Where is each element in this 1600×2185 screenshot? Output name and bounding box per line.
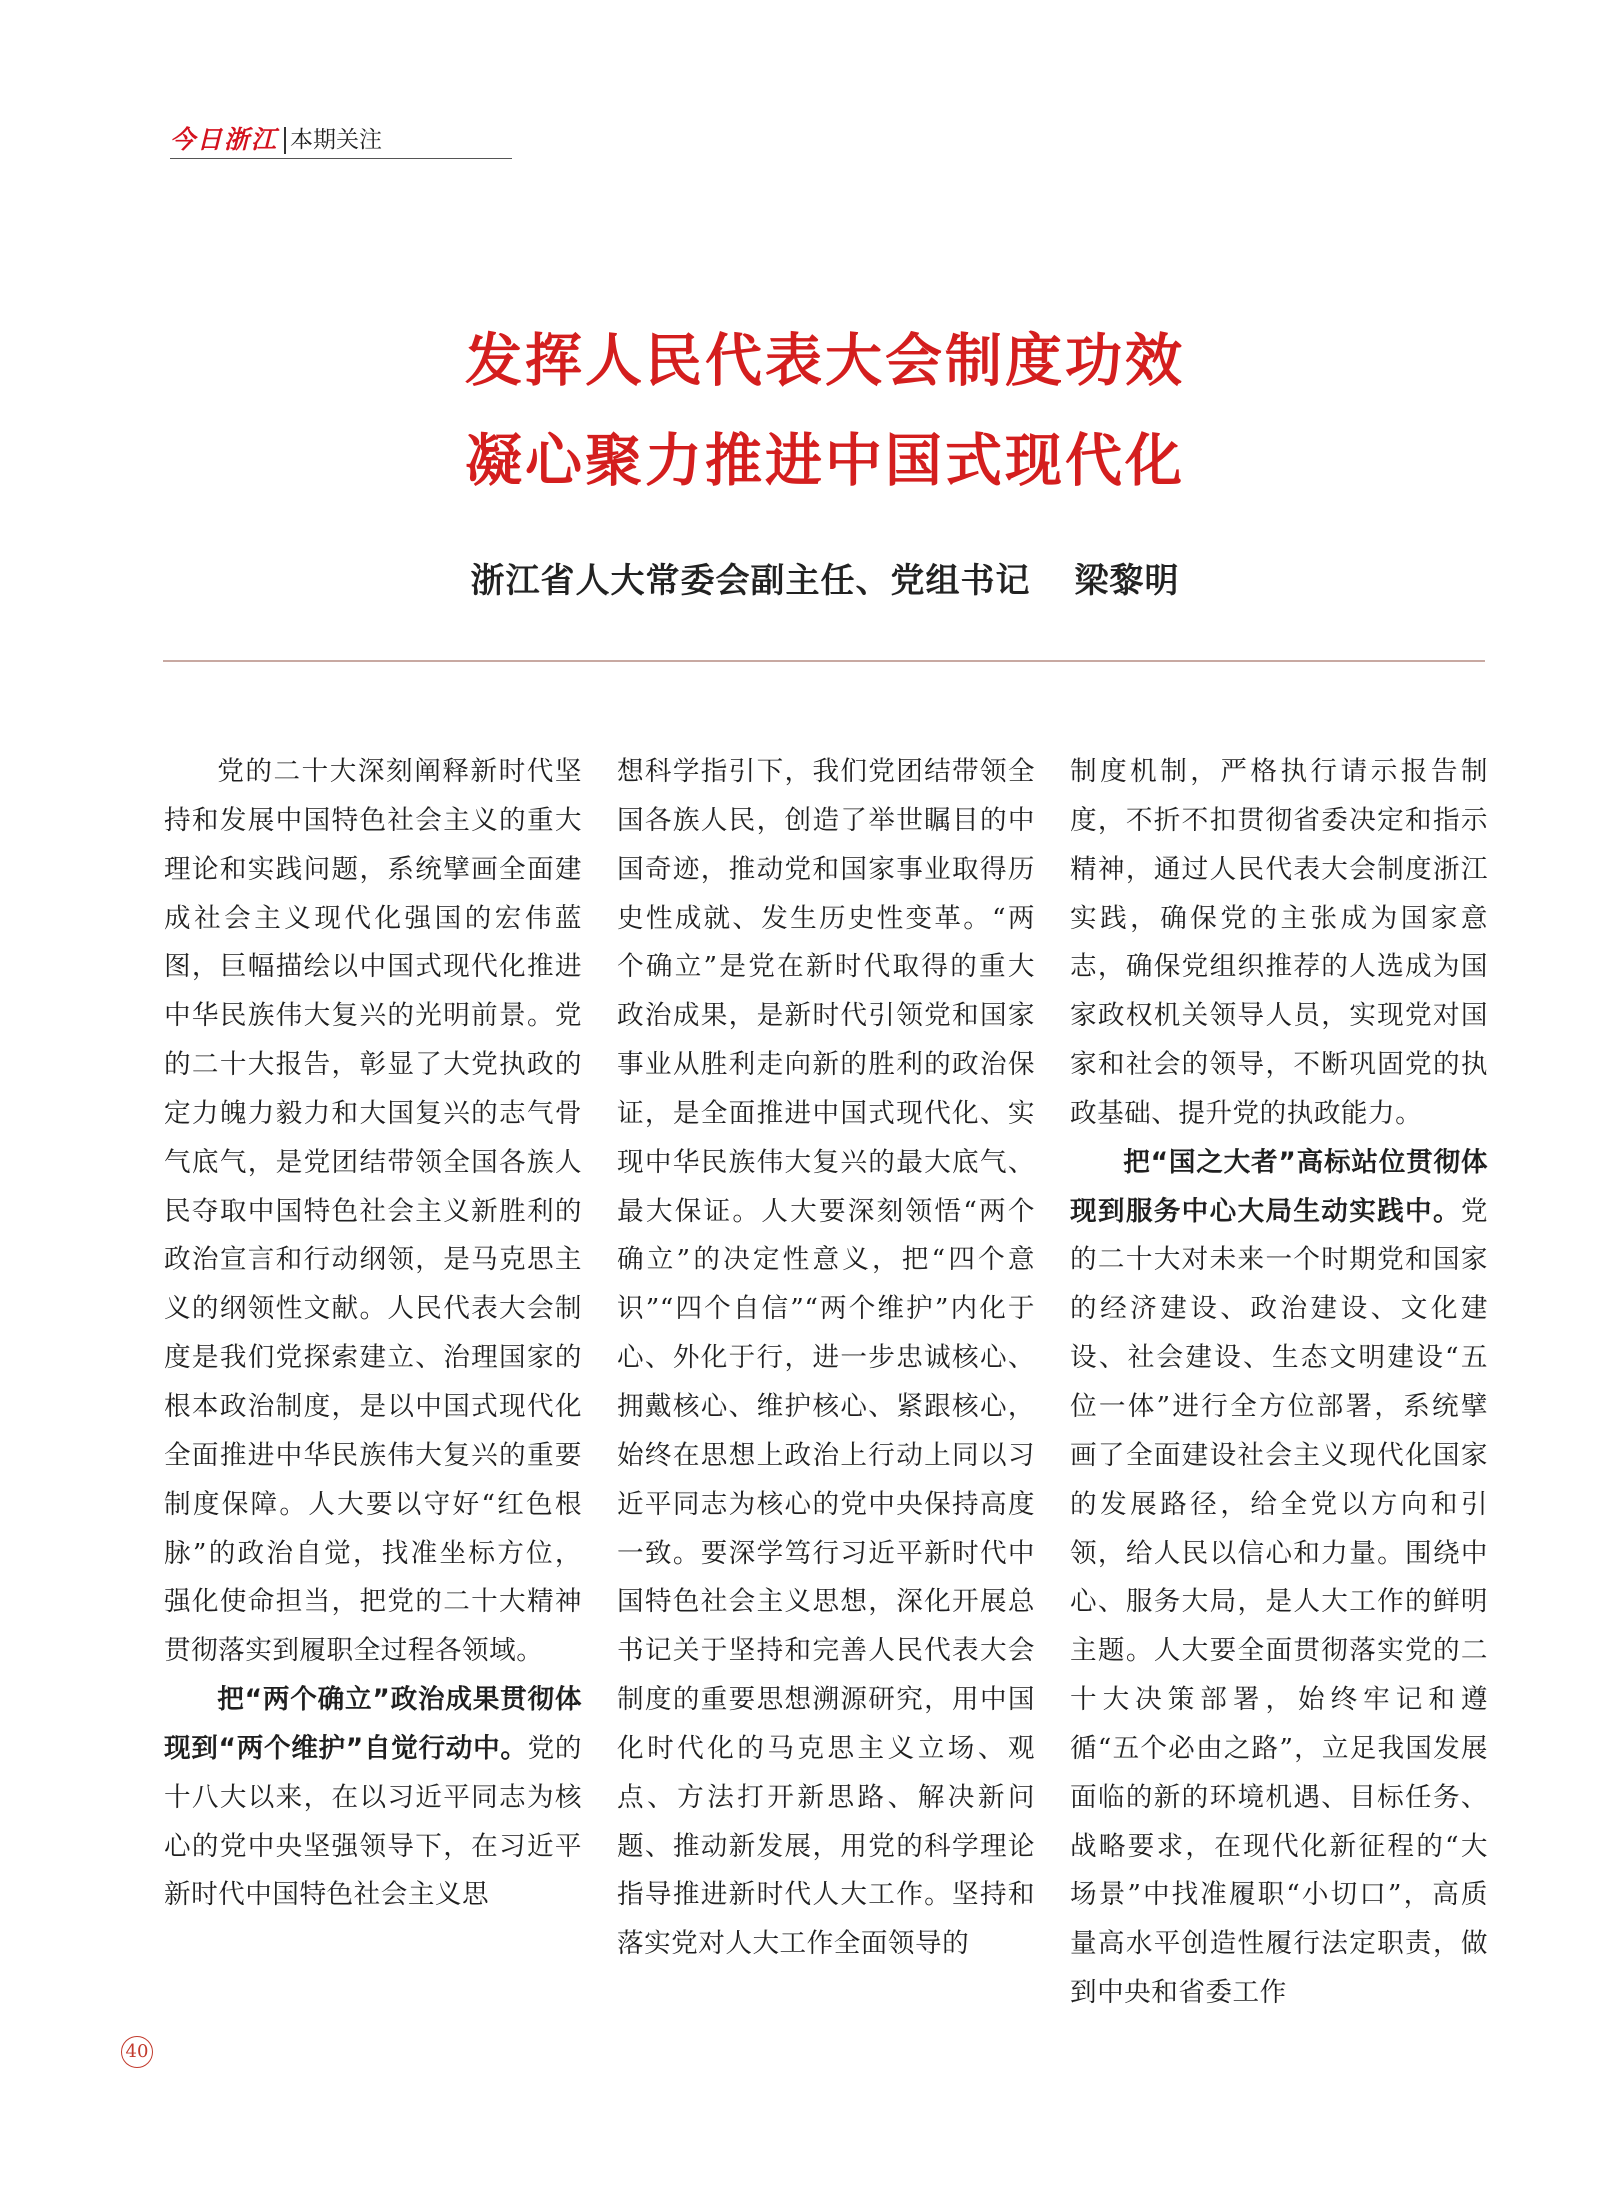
- author-name: 梁黎明: [1074, 561, 1180, 601]
- magazine-logo: 今日浙江: [170, 125, 279, 154]
- subheading: 把“国之大者”高标站位贯彻体现到服务中心大局生动实践中。: [1070, 1146, 1488, 1227]
- title-divider: [163, 660, 1485, 662]
- paragraph: [1070, 1139, 1488, 2018]
- body-column-3: [1070, 748, 1488, 2018]
- body-column-2: [617, 748, 1035, 1969]
- paragraph: 制度机制，严格执行请示报告制度，不折不扣贯彻省委决定和指示精神，通过人民代表大会制度浙江实践，确保党的主张成为国家意志，确保党组织推荐的人选成为国家政权机关领导人员，实现党对国家和社会的领导，不断巩固党的执政基础、提升党的执政能力。: [1070, 756, 1488, 1129]
- page-header: [170, 124, 512, 159]
- page-number: 40: [121, 2036, 153, 2068]
- header-divider: [284, 127, 286, 154]
- section-name: 本期关注: [290, 127, 383, 153]
- paragraph-text: 党的二十大对未来一个时期党和国家的经济建设、政治建设、文化建设、社会建设、生态文明建设“五位一体”进行全方位部署，系统擘画了全面建设社会主义现代化国家的发展路径，给全党以方向和引领，给人民以信心和力量。围绕中心、服务大局，是人大工作的鲜明主题。人大要全面贯彻落实党的二十大决策部署，始终牢记和遵循“五个必由之路”，立足我国发展面临的新的环境机遇、目标任务、战略要求，在现代化新征程的“大场景”中找准履职“小切口”，高质量高水平创造性履行法定职责，做到中央和省委工作: [1070, 1195, 1488, 2009]
- paragraph: 想科学指引下，我们党团结带领全国各族人民，创造了举世瞩目的中国奇迹，推动党和国家事业取得历史性成就、发生历史性变革。“两个确立”是党在新时代取得的重大政治成果，是新时代引领党和国家事业从胜利走向新的胜利的政治保证，是全面推进中国式现代化、实现中华民族伟大复兴的最大底气、最大保证。人大要深刻领悟“两个确立”的决定性意义，把“四个意识”“四个自信”“两个维护”内化于心、外化于行，进一步忠诚核心、拥戴核心、维护核心、紧跟核心，始终在思想上政治上行动上同以习近平同志为核心的党中央保持高度一致。要深学笃行习近平新时代中国特色社会主义思想，深化开展总书记关于坚持和完善人民代表大会制度的重要思想溯源研究，用中国化时代化的马克思主义立场、观点、方法打开新思路、解决新问题、推动新发展，用党的科学理论指导推进新时代人大工作。坚持和落实党对人大工作全面领导的: [617, 756, 1035, 1960]
- article-title-line-1: 发挥人民代表大会制度功效: [465, 328, 1185, 394]
- article-title-line-2: 凝心聚力推进中国式现代化: [465, 428, 1185, 494]
- paragraph-text: 党的十八大以来，在以习近平同志为核心的党中央坚强领导下，在习近平新时代中国特色社会主义思: [164, 1732, 582, 1911]
- body-column-1: [164, 748, 582, 1920]
- author-byline: [0, 556, 1600, 606]
- paragraph: [164, 1676, 582, 1920]
- author-position: 浙江省人大常委会副主任、党组书记: [470, 561, 1031, 601]
- paragraph: 党的二十大深刻阐释新时代坚持和发展中国特色社会主义的重大理论和实践问题，系统擘画全面建成社会主义现代化强国的宏伟蓝图，巨幅描绘以中国式现代化推进中华民族伟大复兴的光明前景。党的二十大报告，彰显了大党执政的定力魄力毅力和大国复兴的志气骨气底气，是党团结带领全国各族人民夺取中国特色社会主义新胜利的政治宣言和行动纲领，是马克思主义的纲领性文献。人民代表大会制度是我们党探索建立、治理国家的根本政治制度，是以中国式现代化全面推进中华民族伟大复兴的重要制度保障。人大要以守好“红色根脉”的政治自觉，找准坐标方位，强化使命担当，把党的二十大精神贯彻落实到履职全过程各领域。: [164, 756, 582, 1667]
- subheading: 把“两个确立”政治成果贯彻体现到“两个维护”自觉行动中。: [164, 1684, 582, 1764]
